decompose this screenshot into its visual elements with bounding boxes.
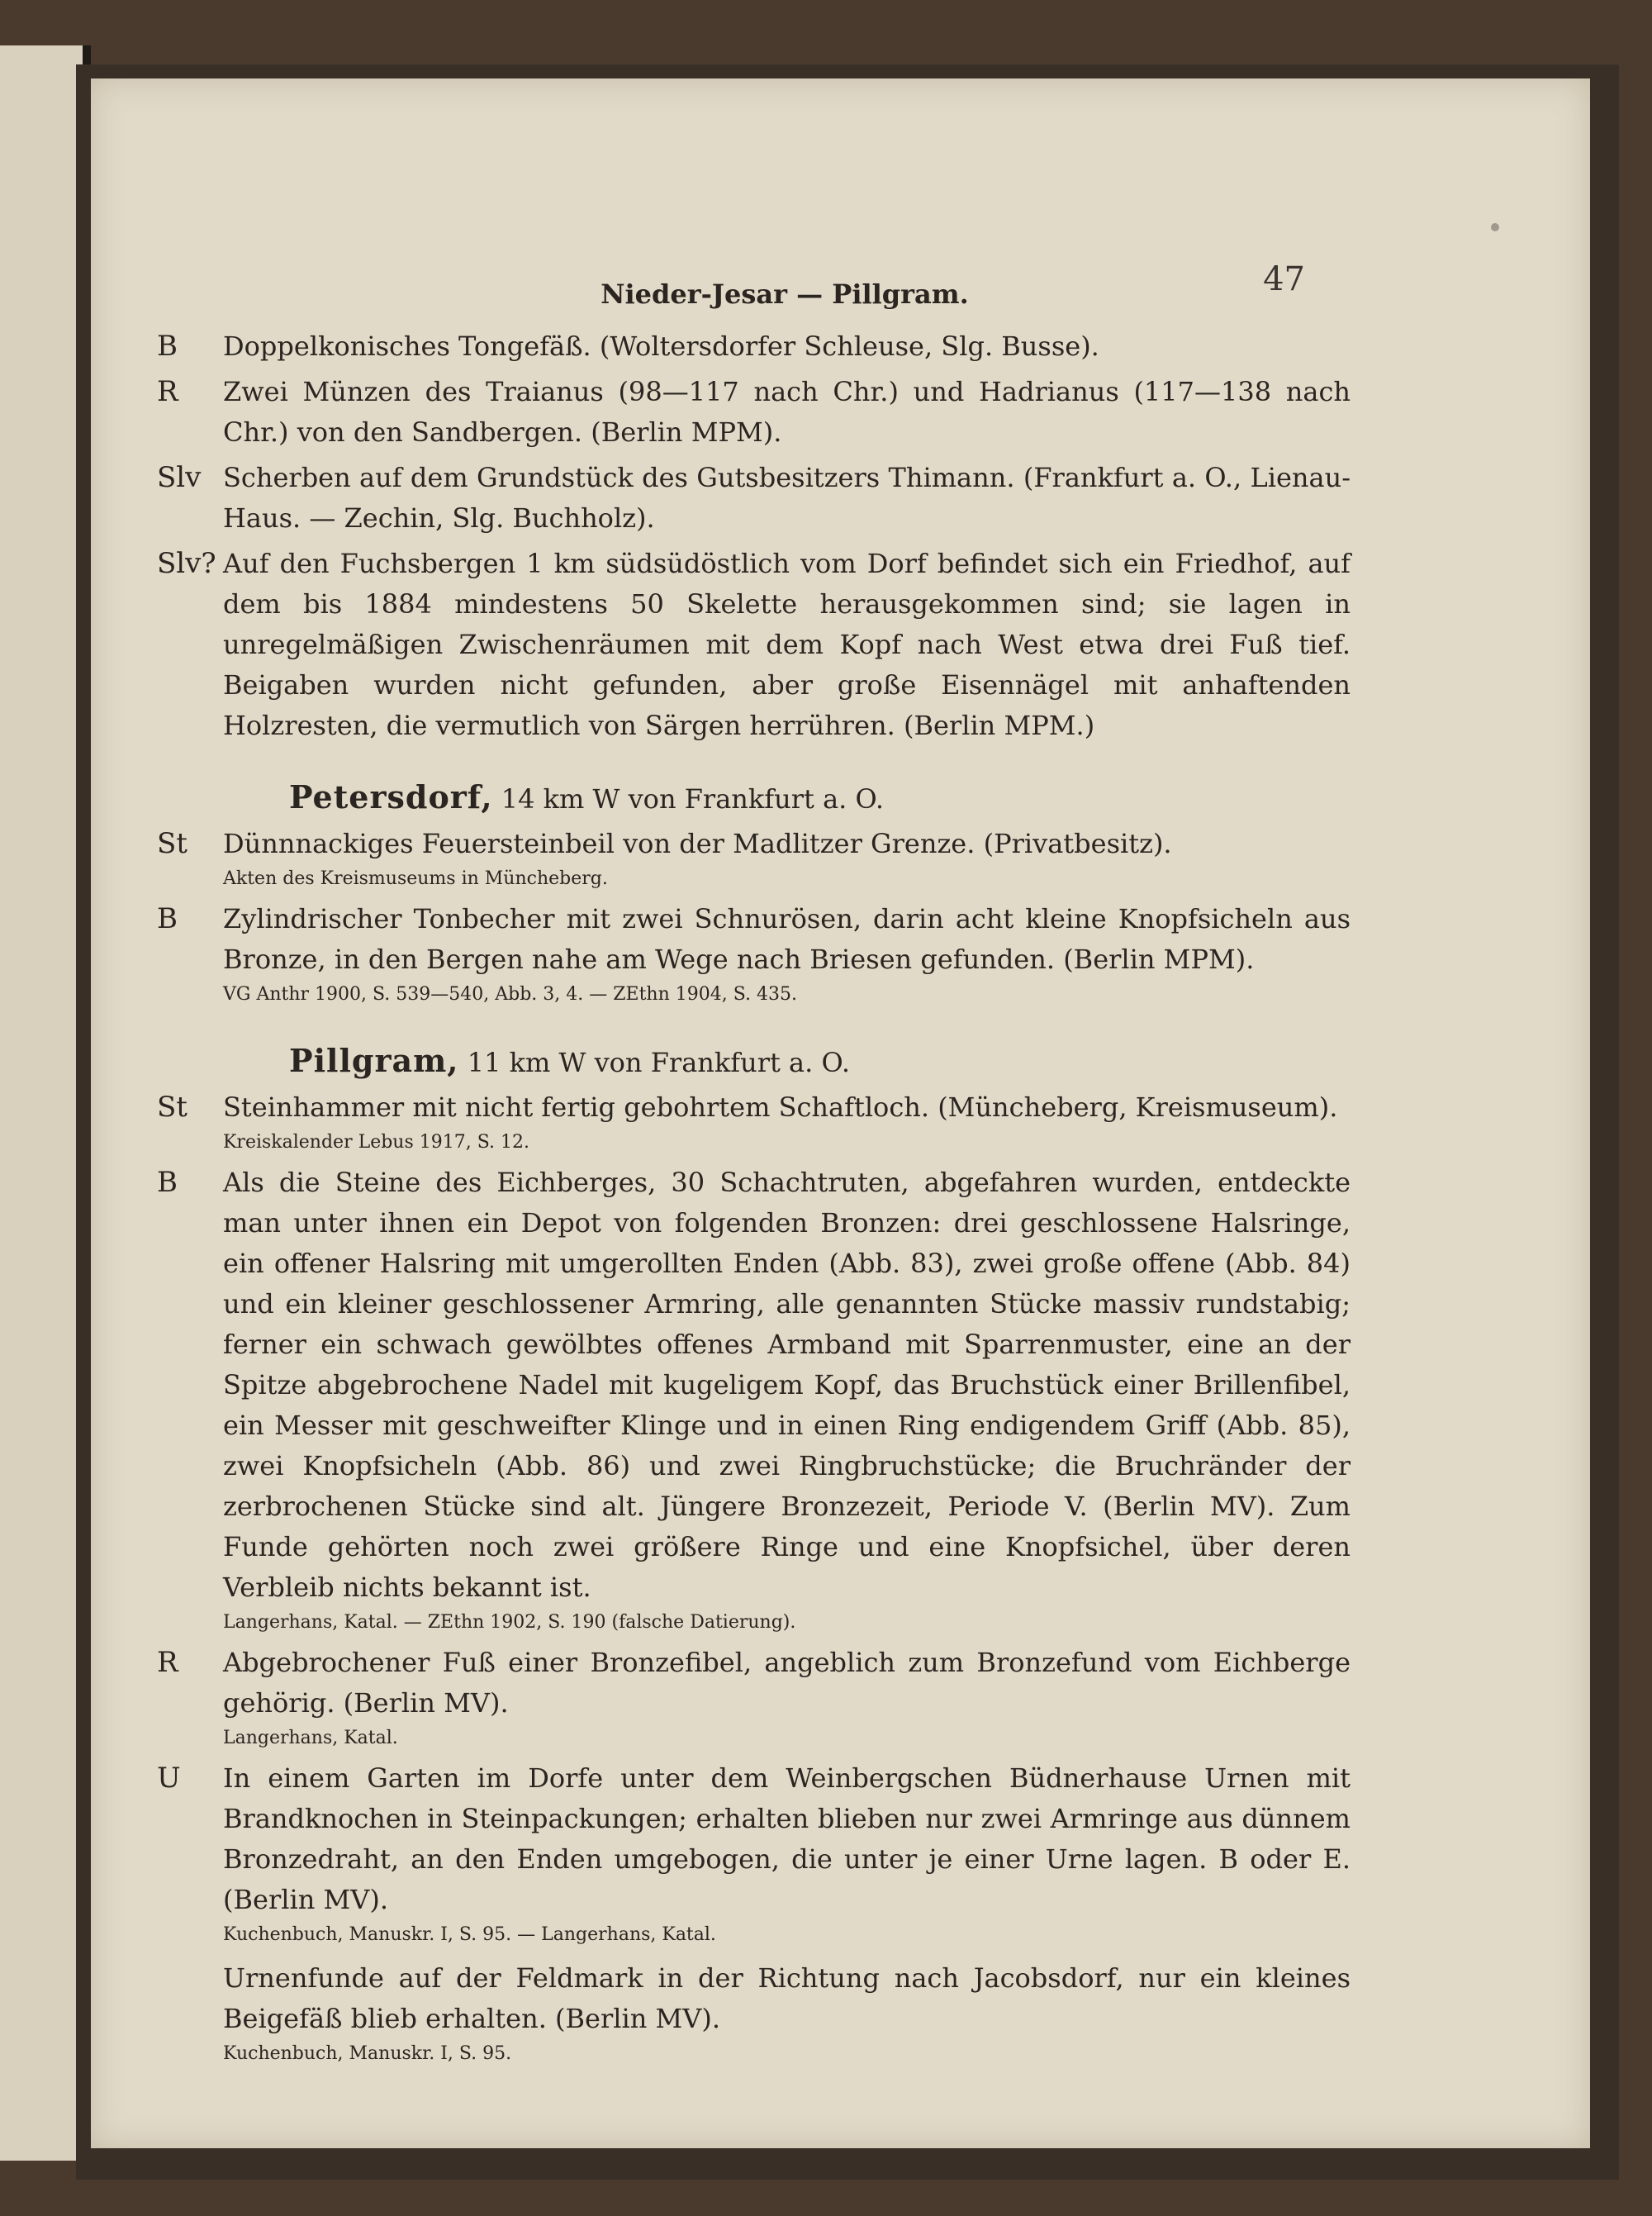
entry-reference: Langerhans, Katal. [223,1728,398,1748]
entry-text: Abgebrochener Fuß einer Bronzefibel, angeblich zum Bronzefund vom Eichberge gehörig. (Berlin MV). [223,1647,1351,1719]
page-content [91,326,1590,2074]
entry-text: Als die Steine des Eichberges, 30 Schachtruten, abgefahren wurden, entdeckte man unter ihnen ein Depot von folgenden Bronzen: drei geschlossene Halsringe, ein offener Halsring mit umgerollten Enden (Abb. 83), zwei große offene (Abb. 84) und ein kleiner geschlossener Armring, alle genannten Stücke massiv rundstabig; ferner ein schwach gewölbtes offenes Armband mit Sparrenmuster, eine an der Spitze abgebrochene Nadel mit kugeligem Kopf, das Bruchstück einer Brillenfibel, ein Messer mit geschweifter Klinge und in einen Ring endigendem Griff (Abb. 85), zwei Knopfsicheln (Abb. 86) und zwei Ringbruchstücke; die Bruchränder der zerbrochenen Stücke sind alt. Jüngere Bronzezeit, Periode V. (Berlin MV). Zum Funde gehörten noch zwei größere Ringe und eine Knopfsichel, über deren Verbleib nichts bekannt ist. [223,1167,1351,1603]
entry-reference: Langerhans, Katal. — ZEthn 1902, S. 190 (falsche Datierung). [223,1612,796,1633]
entry [91,824,1590,894]
entry-text: Zwei Münzen des Traianus (98—117 nach Chr.) und Hadrianus (117—138 nach Chr.) von den Sandbergen. (Berlin MPM). [223,376,1351,448]
entry-text: Dünnnackiges Feuersteinbeil von der Madlitzer Grenze. (Privatbesitz). [223,828,1172,859]
period-code: St [157,1091,188,1124]
page-number: 47 [1263,260,1305,298]
entry-text: Scherben auf dem Grundstück des Gutsbesitzers Thimann. (Frankfurt a. O., Lienau-Haus. — Zechin, Slg. Buchholz). [223,462,1351,534]
entry [91,326,1590,367]
running-header [91,260,1590,318]
place-name: Petersdorf, [289,778,493,816]
entry [91,372,1590,453]
entry [91,1087,1590,1158]
paper-speck [1491,223,1499,231]
entry [91,899,1590,1010]
period-code: B [157,902,178,935]
closing-paragraph: Urnenfunde auf der Feldmark in der Richtung nach Jacobsdorf, nur ein kleines Beigefäß blieb erhalten. (Berlin MV). [223,1962,1351,2034]
period-code: B [157,330,178,363]
closing-reference: Kuchenbuch, Manuskr. I, S. 95. [223,2043,512,2064]
period-code: Slv [157,461,202,494]
period-code: R [157,1646,178,1679]
entry [91,1643,1590,1753]
period-code: U [157,1762,181,1795]
entry [91,458,1590,539]
entry-text: Auf den Fuchsbergen 1 km südsüdöstlich vom Dorf befindet sich ein Friedhof, auf dem bis 1884 mindestens 50 Skelette herausgekommen sind; sie lagen in unregelmäßigen Zwischenräumen mit dem Kopf nach West etwa drei Fuß tief. Beigaben wurden nicht gefunden, aber große Eisennägel mit anhaftenden Holzresten, die vermutlich von Särgen herrühren. (Berlin MPM.) [223,548,1351,741]
entry-text: Steinhammer mit nicht fertig gebohrtem Schaftloch. (Müncheberg, Kreismuseum). [223,1091,1338,1123]
entry [91,544,1590,746]
entry [91,1758,1590,1950]
book-page [91,78,1590,2148]
place-location: 11 km W von Frankfurt a. O. [467,1047,850,1078]
place-heading-petersdorf [289,776,1363,820]
place-heading-pillgram [289,1039,1363,1084]
entry-reference: VG Anthr 1900, S. 539—540, Abb. 3, 4. — ZEthn 1904, S. 435. [223,984,797,1005]
period-code: R [157,375,178,408]
running-title: Nieder-Jesar — Pillgram. [601,278,969,310]
period-code: B [157,1166,178,1199]
entry [91,1163,1590,1638]
period-code: St [157,827,188,860]
entry-reference: Kuchenbuch, Manuskr. I, S. 95. — Langerhans, Katal. [223,1924,716,1945]
place-location: 14 km W von Frankfurt a. O. [501,783,885,815]
period-code: Slv? [157,547,216,580]
entry-reference: Kreiskalender Lebus 1917, S. 12. [223,1132,529,1153]
entry-text: Doppelkonisches Tongefäß. (Woltersdorfer Schleuse, Slg. Busse). [223,330,1099,362]
place-name: Pillgram, [289,1042,459,1079]
entry-text: Zylindrischer Tonbecher mit zwei Schnurösen, darin acht kleine Knopfsicheln aus Bronze, in den Bergen nahe am Wege nach Briesen gefunden. (Berlin MPM). [223,903,1351,975]
entry-text: In einem Garten im Dorfe unter dem Weinbergschen Büdnerhause Urnen mit Brandknochen in Steinpackungen; erhalten blieben nur zwei Armringe aus dünnem Bronzedraht, an den Enden umgebogen, die unter je einer Urne lagen. B oder E. (Berlin MV). [223,1762,1351,1915]
entry-reference: Akten des Kreismuseums in Müncheberg. [223,868,608,889]
